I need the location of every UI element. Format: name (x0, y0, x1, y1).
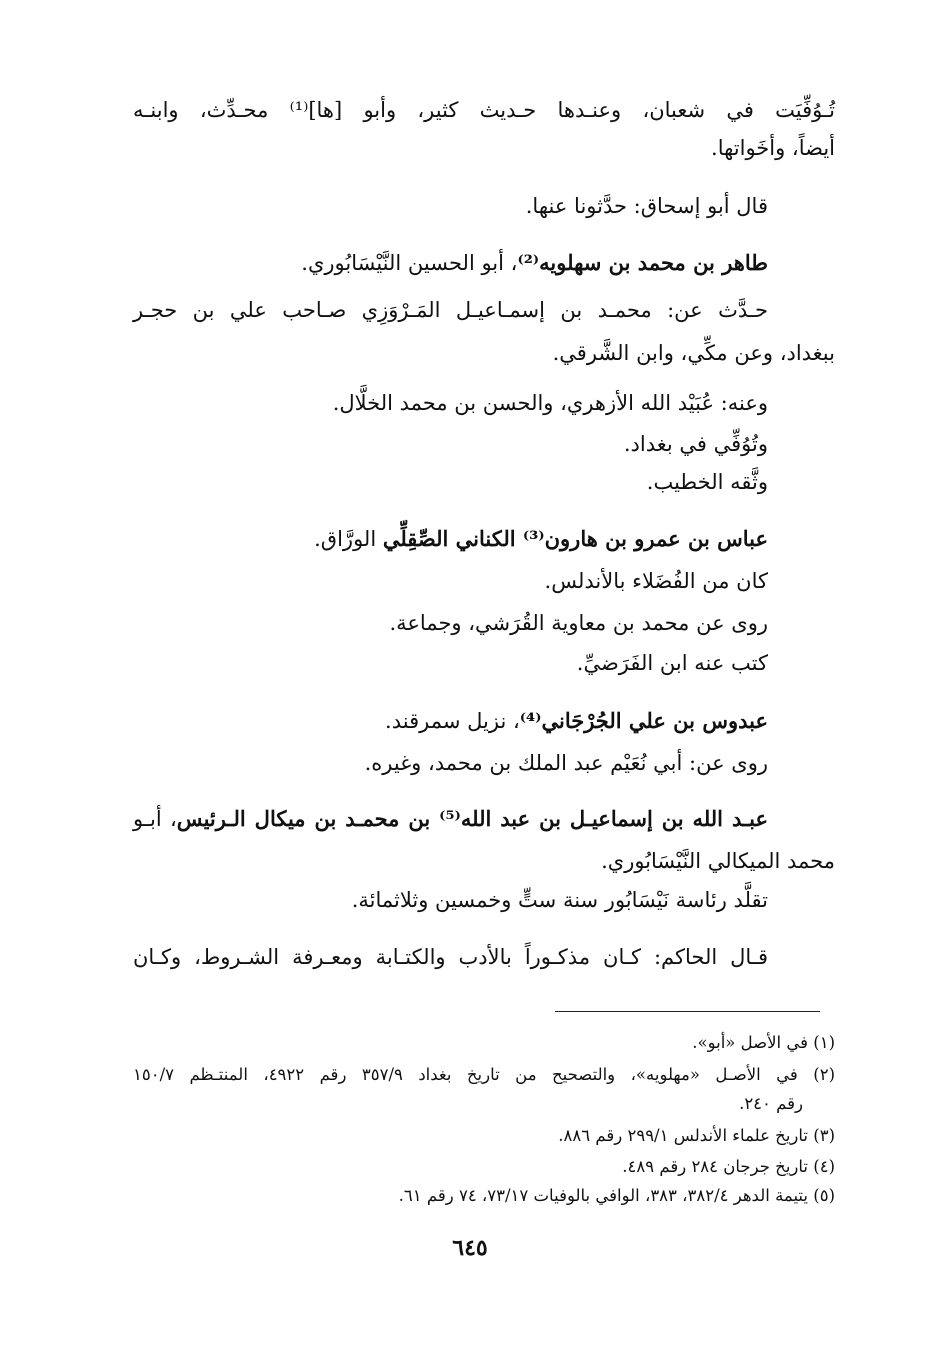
entry-name-rest: ، أبو الحسين النَّيْسَابُوري. (301, 251, 518, 275)
footnote: (٢) في الأصـل «مهلويه»، والتصحيح من تاريخ بغداد ٣٥٧/٩ رقم ٤٩٢٢، المنتـظم ١٥٠/٧ (133, 1065, 836, 1084)
entry-heading (133, 701, 768, 741)
body-line: ببغداد، وعن مكِّي، وابن الشَّرقي. (552, 341, 835, 365)
body-line: كتب عنه ابن الفَرَضيِّ. (576, 651, 768, 675)
body-line: وعنه: عُبَيْد الله الأزهري، والحسن بن محمد الخلَّال. (332, 391, 768, 415)
body-line: تقلَّد رئاسة نَيْسَابُور سنة ستٍّ وخمسين وثلاثمائة. (351, 888, 768, 912)
footnote: (٣) تاريخ علماء الأندلس ٢٩٩/١ رقم ٨٨٦. (558, 1126, 835, 1145)
entry-heading (133, 519, 768, 559)
entry-name-rest: ، نزيل سمرقند. (385, 709, 520, 733)
footnote: (١) في الأصل «أبو». (692, 1033, 835, 1052)
entry-name: عبدوس بن علي الجُرْجَاني⁽⁴⁾ (519, 708, 768, 733)
body-line: روى عن محمد بن معاوية القُرَشي، وجماعة. (389, 611, 768, 635)
body-line: وتُوُفِّي في بغداد. (623, 432, 768, 456)
entry-name: عباس بن عمرو بن هارون⁽³⁾ الكناني الصِّقِلِّي (382, 526, 768, 551)
entry-name-rest: الورَّاق. (314, 527, 383, 551)
entry-name-rest: ، أبـو (133, 807, 177, 831)
footnote-separator (555, 1011, 820, 1012)
body-line: وثَّقه الخطيب. (646, 470, 768, 494)
body-line: أيضاً، وأخَواتها. (711, 136, 835, 160)
entry-name: طاهر بن محمد بن سهلويه⁽²⁾ (517, 250, 768, 275)
body-line: قال أبو إسحاق: حدَّثونا عنها. (525, 194, 768, 218)
entry-heading (133, 243, 768, 283)
entry-name: عبـد الله بن إسماعيـل بن عبد الله⁽⁵⁾ بن محمـد بن ميكال الـرئيس (176, 806, 769, 831)
body-line: كان من الفُضَلاء بالأندلس. (544, 569, 768, 593)
body-line: تُـوُفِّيَت في شعبان، وعنـدها حـديث كثير، وأبو [ها]⁽¹⁾ محـدِّث، وابنـه (133, 98, 835, 122)
footnote: (٤) تاريخ جرجان ٢٨٤ رقم ٤٨٩. (622, 1157, 835, 1176)
body-line: محمد الميكالي النَّيْسَابُوري. (601, 849, 835, 873)
entry-heading (133, 799, 768, 839)
body-line: حـدَّث عن: محمـد بن إسمـاعيـل المَـرْوَزِي صـاحب علي بن حجـر (133, 298, 769, 322)
footnote: (٥) يتيمة الدهر ٣٨٢/٤، ٣٨٣، الوافي بالوفيات ٧٣/١٧، ٧٤ رقم ٦١. (398, 1186, 835, 1205)
page-number: ٦٤٥ (452, 1235, 488, 1261)
body-line: روى عن: أبي نُعَيْم عبد الملك بن محمد، وغيره. (364, 751, 768, 775)
body-line: قـال الحاكم: كـان مذكـوراً بالأدب والكتـابة ومعـرفة الشـروط، وكـان (133, 945, 768, 969)
footnote-continuation: رقم ٢٤٠. (739, 1094, 803, 1113)
